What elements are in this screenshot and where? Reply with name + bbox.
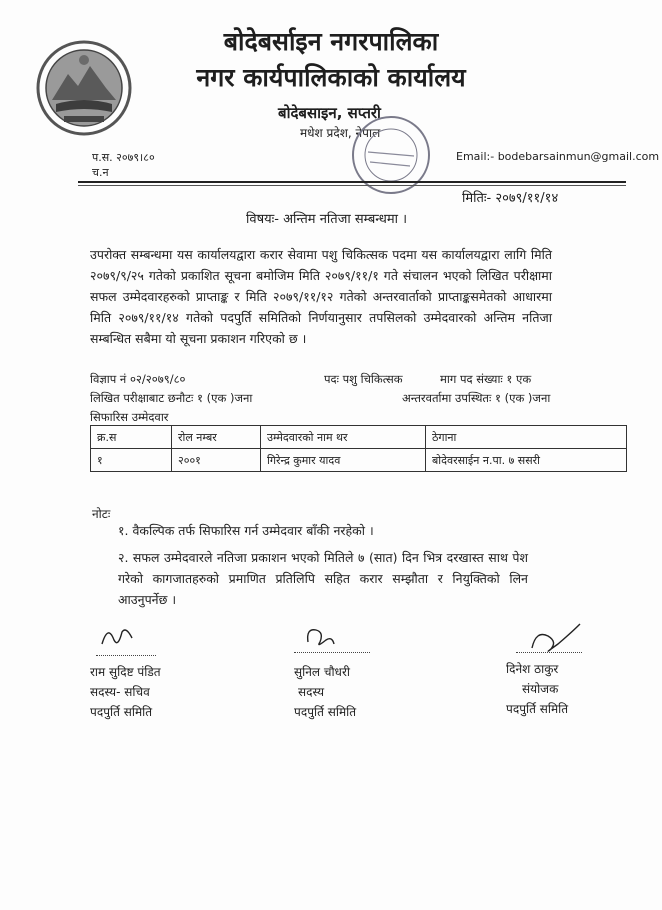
office-email: Email:- bodebarsainmun@gmail.com <box>456 150 660 163</box>
col-roll: रोल नम्बर <box>172 426 261 449</box>
signature-line-1 <box>96 655 156 656</box>
note-item-2: २. सफल उम्मेदवारले नतिजा प्रकाशन भएको मितिले ७ (सात) दिन भित्र दरखास्त साथ पेश गरेको कागजातहरुको प्रमाणित प्रतिलिपि सहित करार सम्झौता र नियुक्तिको लिन आउनुपर्नेछ । <box>118 550 528 607</box>
signatory-3-role: संयोजक <box>522 682 559 696</box>
province-line: मधेश प्रदेश, नेपाल <box>300 126 381 140</box>
office-address: बोदेबसाइन, सप्तरी <box>278 104 381 122</box>
letter-subject: विषयः- अन्तिम नतिजा सम्बन्धमा । <box>246 212 408 227</box>
post-name: पदः पशु चिकित्सक <box>324 372 403 386</box>
letter-body: उपरोक्त सम्बन्धमा यस कार्यालयद्वारा करार सेवामा पशु चिकित्सक पदमा यस कार्यालयद्वारा लागि मिति २०७९/९/२५ गतेको प्रकाशित सूचना बमोजिम मिति २०७९/११/१ गते संचालन भएको लिखित परीक्षामा सफल उम्मेदवारहरुको प्राप्ताङ्क र मिति २०७९/११/१२ गतेको अन्तरवार्ताको प्राप्ताङ्कसमेतको आधारमा मिति २०७९/११/१४ गतेको पदपुर्ति समितिको निर्णयानुसार तपसिलको उम्मेदवारको अन्तिम नतिजा सम्बन्धित सबैमा यो सूचना प्रकाशन गरिएको छ । <box>90 247 552 346</box>
cell-roll: २००१ <box>172 449 261 472</box>
cell-name: गिरेन्द्र कुमार यादव <box>261 449 426 472</box>
advertisement-number: विज्ञाप नं ०२/२०७९/८० <box>90 372 186 386</box>
signature-2 <box>302 622 338 652</box>
cell-address: बोदेवरसाईन न.पा. ७ ससरी <box>426 449 627 472</box>
col-serial: क्र.स <box>91 426 172 449</box>
note-item-1: १. वैकल्पिक तर्फ सिफारिस गर्न उम्मेदवार बाँकी नरहेको । <box>118 523 374 538</box>
demand-count: माग पद संख्याः १ एक <box>440 372 532 386</box>
letter-date: मितिः- २०७९/११/१४ <box>462 191 559 206</box>
col-name: उम्मेदवारको नाम थर <box>261 426 426 449</box>
table-header-row <box>91 426 627 449</box>
signatory-3 <box>506 659 568 719</box>
table-row <box>91 449 627 472</box>
notes-heading: नोटः <box>92 507 111 521</box>
office-name: नगर कार्यपालिकाको कार्यालय <box>196 63 466 92</box>
cell-serial: १ <box>91 449 172 472</box>
signatory-2-role: सदस्य <box>298 685 325 699</box>
candidate-table <box>90 425 627 472</box>
signatory-3-committee: पदपुर्ति समिति <box>506 702 569 716</box>
header-divider <box>78 181 626 183</box>
signatory-1-role: सदस्य- सचिव <box>90 685 150 699</box>
dispatch-number: च.न <box>92 166 109 179</box>
signatory-1 <box>90 662 161 722</box>
signatory-3-name: दिनेश ठाकुर <box>506 662 559 676</box>
signatory-1-committee: पदपुर्ति समिति <box>90 705 153 719</box>
signatory-2 <box>294 662 356 722</box>
signature-3 <box>528 622 584 656</box>
interview-present: अन्तरवर्तामा उपस्थितः १ (एक )जना <box>402 391 551 405</box>
written-selected: लिखित परीक्षाबाट छनौटः १ (एक )जना <box>90 391 253 405</box>
signatory-1-name: राम सुदिष्ट पंडित <box>90 665 161 679</box>
signature-line-2 <box>294 652 370 653</box>
signatory-2-committee: पदपुर्ति समिति <box>294 705 357 719</box>
recommended-heading: सिफारिस उम्मेदवार <box>90 410 169 424</box>
signature-1 <box>98 622 138 650</box>
reference-number: प.स. २०७९।८० <box>92 151 155 164</box>
header-divider-thin <box>78 185 626 186</box>
signature-line-3 <box>516 652 582 653</box>
col-address: ठेगाना <box>426 426 627 449</box>
municipality-name: बोदेबर्साइन नगरपालिका <box>223 27 439 56</box>
signatory-2-name: सुनिल चौधरी <box>294 665 350 679</box>
